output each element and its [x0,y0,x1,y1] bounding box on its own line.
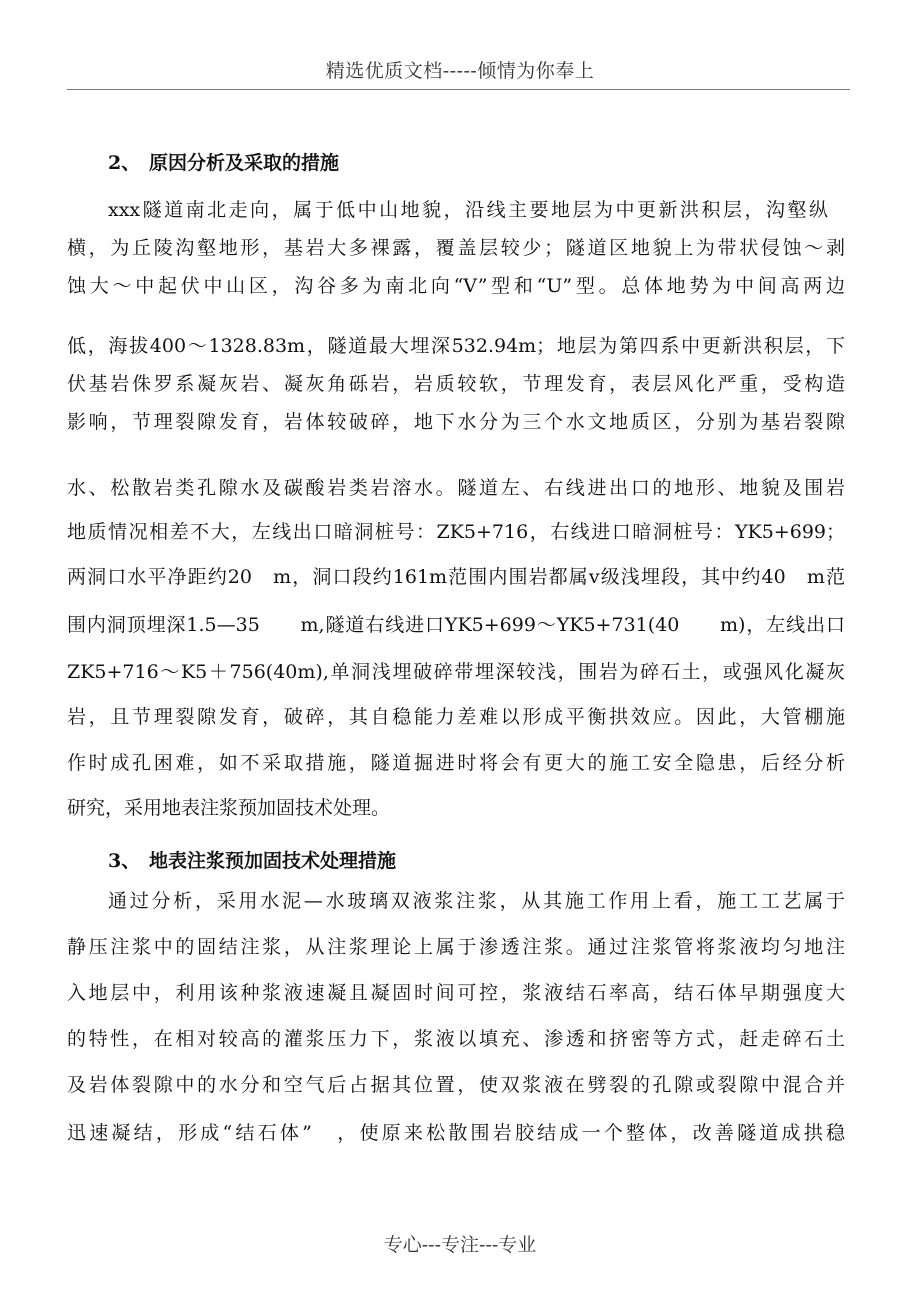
paragraph-line: 迅速凝结，形成“结石体” ，使原来松散围岩胶结成一个整体，改善隧道成拱稳 [67,1122,845,1144]
paragraph-line: 两洞口水平净距约20 m，洞口段约161m范围内围岩都属v级浅埋段，其中约40 m范 [67,566,845,588]
paragraph-line: 围内洞顶埋深1.5—35 m,隧道右线进口YK5+699～YK5+731(40 m)，左线出口 [67,614,845,636]
paragraph-line: xxx隧道南北走向，属于低中山地貌，沿线主要地层为中更新洪积层，沟壑纵 [108,199,828,221]
section-3-heading [108,846,396,873]
section-2-heading [108,148,339,175]
section-2-number: 2、 [108,152,141,174]
paragraph-line: 入地层中，利用该种浆液速凝且凝固时间可控，浆液结石率高，结石体早期强度大 [67,982,845,1004]
paragraph-line: 的特性，在相对较高的灌浆压力下，浆液以填充、渗透和挤密等方式，赶走碎石土 [67,1028,845,1050]
paragraph-line: 通过分析，采用水泥—水玻璃双液浆注浆，从其施工作用上看，施工工艺属于 [108,890,845,912]
paragraph-line: 岩，且节理裂隙发育，破碎，其自稳能力差难以形成平衡拱效应。因此，大管棚施 [67,706,845,728]
paragraph-line: 伏基岩侏罗系凝灰岩、凝灰角砾岩，岩质较软，节理发育，表层风化严重，受构造 [67,373,845,395]
paragraph-line: 影响，节理裂隙发育，岩体较破碎，地下水分为三个水文地质区，分别为基岩裂隙 [67,411,845,433]
section-3-number: 3、 [108,850,141,872]
paragraph-line: 水、松散岩类孔隙水及碳酸岩类岩溶水。隧道左、右线进出口的地形、地貌及围岩 [67,477,845,499]
paragraph-line: 静压注浆中的固结注浆，从注浆理论上属于渗透注浆。通过注浆管将浆液均匀地注 [67,936,845,958]
paragraph-line: 研究，采用地表注浆预加固技术处理。 [67,797,391,819]
section-3-title: 地表注浆预加固技术处理措施 [149,850,397,872]
paragraph-line: 及岩体裂隙中的水分和空气后占据其位置，使双浆液在劈裂的孔隙或裂隙中混合并 [67,1074,845,1096]
paragraph-line: ZK5+716～K5＋756(40m),单洞浅埋破碎带埋深较浅，围岩为碎石土，或强风化凝灰 [67,661,845,683]
page-header: 精选优质文档-----倾情为你奉上 [325,60,595,82]
header-divider [67,89,850,90]
paragraph-line: 蚀大～中起伏中山区，沟谷多为南北向“V”型和“U”型。总体地势为中间高两边 [67,275,845,297]
section-2-title: 原因分析及采取的措施 [149,152,340,174]
paragraph-line: 作时成孔困难，如不采取措施，隧道掘进时将会有更大的施工安全隐患，后经分析 [67,752,845,774]
paragraph-line: 地质情况相差不大，左线出口暗洞桩号：ZK5+716，右线进口暗洞桩号：YK5+699； [67,521,845,543]
paragraph-line: 横，为丘陵沟壑地形，基岩大多裸露，覆盖层较少；隧道区地貌上为带状侵蚀～剥 [67,237,845,259]
page-footer: 专心---专注---专业 [383,1234,537,1256]
paragraph-line: 低，海拔400～1328.83m，隧道最大埋深532.94m；地层为第四系中更新洪积层，下 [67,335,845,357]
